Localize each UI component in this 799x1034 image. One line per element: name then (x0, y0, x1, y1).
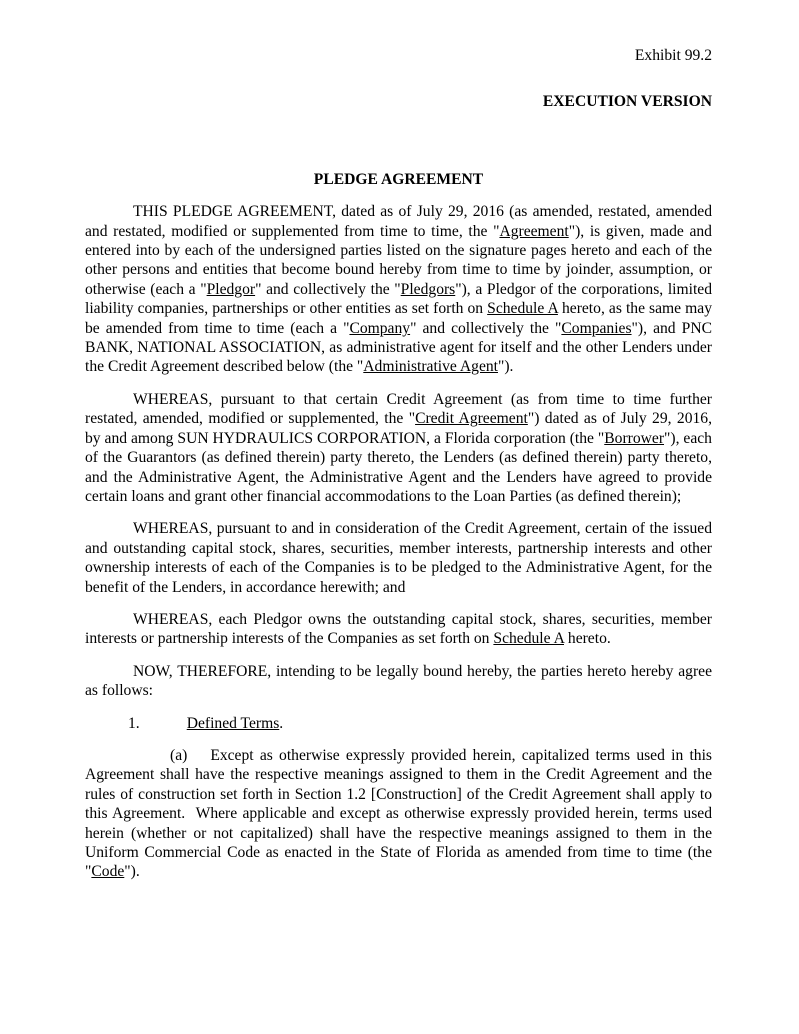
text-run: WHEREAS, each Pledgor owns the outstanding capital stock, shares, securities, member interests or partnership interests of the Companies as set forth on (85, 610, 712, 648)
underlined-term: Companies (561, 319, 632, 337)
text-run: Except as otherwise expressly provided herein, capitalized terms used in this Agreement shall have the respective meanings assigned to them in the Credit Agreement and the rules of construction set forth in Section 1.2 [Construction] of the Credit Agreement shall apply to this Agreement. Where applicable and except as otherwise expressly provided herein, terms used herein (whether or not capitalized) shall have the respective meanings assigned to them in the Uniform Commercial Code as enacted in the State of Florida as amended from time to time (the " (85, 746, 712, 881)
underlined-term: Agreement (499, 222, 569, 240)
text-run: " and collectively the " (255, 280, 401, 298)
recital-pledge (85, 519, 712, 597)
document-title: PLEDGE AGREEMENT (313, 170, 484, 188)
text-run: "). (498, 358, 514, 376)
text-run: "), each of the Guarantors (as defined therein) party thereto, the Lenders (as defined therein) party thereto, and the Administrative Agent, the Administrative Agent and the Lenders have agreed to provide certain loans and grant other financial accommodations to the Loan Parties (as defined therein); (85, 429, 712, 505)
recital-credit-agreement (85, 390, 712, 506)
text-run: WHEREAS, pursuant to that certain Credit Agreement (as from time to time further restated, amended, modified or supplemented, the " (85, 390, 712, 428)
section-1-heading (128, 714, 712, 733)
text-run: NOW, THEREFORE, intending to be legally bound hereby, the parties hereto hereby agree as follows: (85, 662, 712, 700)
text-run: 1. (128, 714, 140, 732)
execution-version-label: EXECUTION VERSION (542, 93, 712, 111)
underlined-term: Pledgor (206, 280, 256, 298)
text-run: hereto. (564, 630, 611, 648)
recital-ownership (85, 610, 712, 649)
text-run: (a) (170, 746, 188, 764)
text-run: "), and PNC BANK, NATIONAL ASSOCIATION, as administrative agent for itself and the other Lenders under the Credit Agreement described below (the " (85, 319, 712, 376)
section-1a-paragraph (85, 746, 712, 882)
text-run: WHEREAS, pursuant to and in consideration of the Credit Agreement, certain of the issued and outstanding capital stock, shares, securities, member interests, partnership interests and other ownership interests of each of the Companies is to be pledged to the Administrative Agent, for the benefit of the Lenders, in accordance herewith; and (85, 520, 712, 596)
exhibit-label: Exhibit 99.2 (634, 47, 712, 64)
text-run: . (279, 714, 284, 732)
text-run: THIS PLEDGE AGREEMENT, dated as of July 29, 2016 (as amended, restated, amended and restated, modified or supplemented from time to time, the " (85, 203, 712, 240)
underlined-term: Schedule A (493, 630, 564, 648)
document-body (85, 202, 712, 882)
underlined-term: Defined Terms (186, 714, 280, 732)
opening-paragraph (85, 202, 712, 377)
text-run: "). (124, 863, 140, 881)
underlined-term: Company (349, 319, 411, 337)
text-run: " and collectively the " (410, 319, 562, 337)
text-run: ") dated as of July 29, 2016, by and among SUN HYDRAULICS CORPORATION, a Florida corporation (the " (85, 410, 712, 447)
text-run: "), is given, made and entered into by each of the undersigned parties listed on the signature pages hereto and each of the other persons and entities that become bound hereby from time to time by joinder, assumption, or otherwise (each a " (85, 222, 712, 298)
text-run: "), a Pledgor of the corporations, limited liability companies, partnerships or other entities as set forth on (85, 280, 713, 318)
underlined-term: Pledgors (400, 280, 456, 298)
now-therefore-clause (85, 662, 712, 701)
underlined-term: Credit Agreement (415, 410, 528, 428)
text-run: hereto, as the same may be amended from time to time (each a " (85, 300, 712, 337)
underlined-term: Administrative Agent (363, 358, 498, 376)
underlined-term: Code (91, 863, 125, 881)
underlined-term: Schedule A (487, 300, 558, 318)
underlined-term: Borrower (604, 429, 665, 447)
